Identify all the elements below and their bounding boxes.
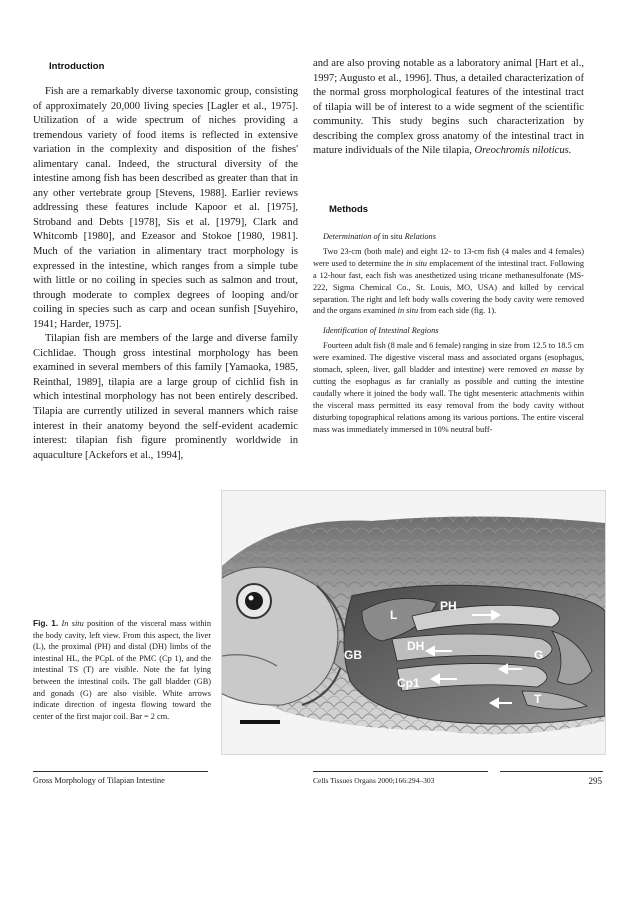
species-name: Oreochromis niloticus. <box>474 145 572 157</box>
label-Cp1: Cp1 <box>397 676 420 690</box>
journal-citation: Cells Tissues Organs 2000;166:294–303 <box>313 776 435 785</box>
introduction-body <box>33 85 298 463</box>
methods-paragraph-2: Fourteen adult fish (8 male and 6 female) ranging in size from 12.5 to 18.5 cm were examined. The digestive visceral mass and associated organs (esophagus, stomach, spleen, liver, gall bladder and intestine) were removed en masse by cutting the esophagus as far cranially as possible and cutting the intestine caudally where it joined the body wall. The tight mesenteric attachments within the visceral mass permitted its easy removal from the body cavity without disturbing topographical relations among its various portions. The entire visceral mass was immediately immersed in 10% neutral buff- <box>313 341 584 434</box>
methods-paragraph-1: Two 23-cm (both male) and eight 12- to 13-cm fish (4 males and 4 females) were used to determine the in situ emplacement of the intestinal tract. Following a 12-hour fast, each fish was anesthetized using tricane methanesulfonate (MS-222, Sigma Chemical Co., St. Louis, MO, USA) and killed by cervical separation. The right and left body walls covering the body cavity were removed and the organs examined in situ from each side (fig. 1). <box>313 246 584 316</box>
footer-rule-left <box>33 771 208 772</box>
figure-1-caption: Fig. 1. In situ position of the visceral mass within the body cavity, left view. From this aspect, the liver (L), the proximal (PH) and distal (DH) limbs of the intestinal HL, the PCpL of the PMC (Cp 1), and the intestinal TS (T) are visible. Note the fat lying between the intestinal coils. The gall bladder (GB) and gonads (G) are also visible. White arrows indicate direction of ingesta flowing toward the center of the first major coil. Bar = 2 cm. <box>33 618 211 721</box>
label-DH: DH <box>407 639 425 653</box>
methods-body <box>313 227 584 436</box>
label-PH: PH <box>440 599 457 613</box>
intro-paragraph-2: Tilapian fish are members of the large and diverse family Cichlidae. Though gross intestinal morphology has been examined in several members of this family [Yamaoka, 1985, Reinthal, 1989], tilapia are a large group of cichlid fish in which intestinal morphology has not been entirely described. Tilapia are currently utilized in several manners which raise interest in their anatomy beyond the self-evident academic interest: tilapian fish figure prominently worldwide in aquaculture [Ackefors et al., 1994], <box>33 333 298 461</box>
figure-1-fish-dissection <box>221 490 606 755</box>
label-GB: GB <box>344 648 362 662</box>
caption-label: Fig. 1. <box>33 618 59 628</box>
label-G: G <box>534 648 544 662</box>
running-title: Gross Morphology of Tilapian Intestine <box>33 776 165 785</box>
intro-paragraph-3: and are also proving notable as a laboratory animal [Hart et al., 1997; Augusto et al., 1996]. Thus, a detailed characterization of the normal gross morphological features of the intestinal tract of tilapia will be of interest to a wide segment of the scientific community. This study begins such characterization by describing the complex gross anatomy of the intestinal tract in mature individuals of the Nile tilapia, Oreochromis niloticus. <box>313 58 584 157</box>
introduction-heading: Introduction <box>49 61 105 72</box>
fish-illustration <box>222 491 605 754</box>
introduction-continuation <box>313 57 584 159</box>
scale-bar <box>240 720 280 724</box>
label-T: T <box>534 692 542 706</box>
footer-rule-right <box>500 771 603 772</box>
page-number: 295 <box>588 776 602 786</box>
intro-paragraph-1: Fish are a remarkably diverse taxonomic group, consisting of approximately 20,000 living species [Lagler et al., 1975]. Utilization of a wide spectrum of niches providing a tremendous variety of food items is reflected in extensive variation in the complexity and disposition of the fishes' alimentary canal. Indeed, the structural diversity of the intestine among fish has been described as greater than that in any other vertebrate group [Stevens, 1988]. Earlier reviews addressing these features include Kapoor et al. [1975], Stroband and Debts [1978], Sis et al. [1979], Clark and Whitcomb [1980], and Ezeasor and Stokoe [1980, 1981]. Much of the variation in alimentary tract morphology is expressed in the intestine, which ranges from a simple tube with little or no coiling in species such as salmon and trout, through moderate to complex degrees of looping and/or coiling in species such as carp and ocean sunfish [Suyehiro, 1941; Harder, 1975]. <box>33 86 298 330</box>
methods-subheading-2: Identification of Intestinal Regions <box>323 326 439 336</box>
methods-heading: Methods <box>329 204 369 215</box>
label-L: L <box>390 608 398 622</box>
methods-subheading-1: Determination of in situ Relations <box>323 232 436 241</box>
footer-rule-middle <box>313 771 488 772</box>
